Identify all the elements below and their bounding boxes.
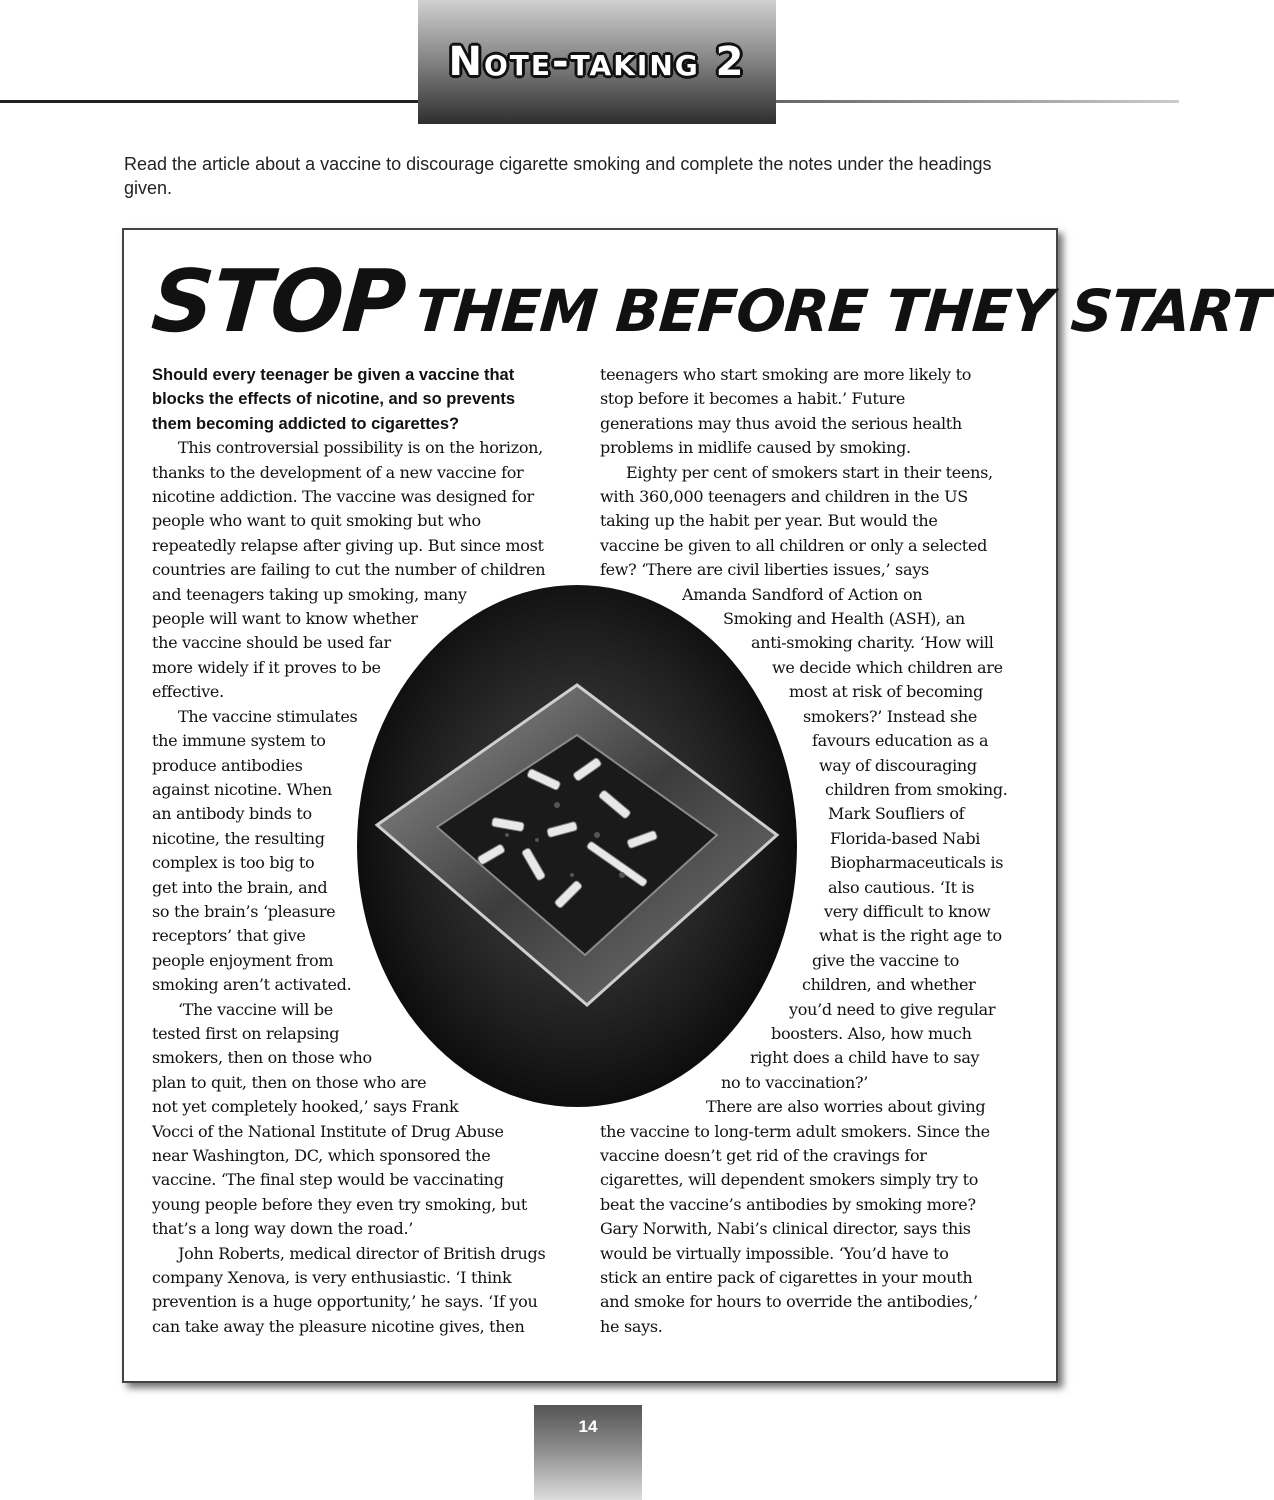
article-text-line: blocks the effects of nicotine, and so prevents	[152, 390, 516, 409]
article-text-line: smoking aren’t activated.	[152, 975, 352, 995]
article-text-line: few? ‘There are civil liberties issues,’ says	[600, 560, 929, 580]
article-text-line: complex is too big to	[152, 853, 315, 873]
article-text-line: near Washington, DC, which sponsored the	[152, 1146, 491, 1165]
article-text-line: vaccine. ‘The final step would be vaccinating	[152, 1170, 504, 1190]
article-text-line: right does a child have to say	[750, 1048, 980, 1068]
article-text-line: can take away the pleasure nicotine gives, then	[152, 1316, 525, 1336]
article-text-line: and teenagers taking up smoking, many	[152, 584, 467, 604]
article-text-line: what is the right age to	[819, 926, 1002, 946]
article-text-line: nicotine, the resulting	[152, 828, 325, 848]
article-text-line: give the vaccine to	[812, 950, 960, 970]
article-text-line: There are also worries about giving	[706, 1097, 986, 1117]
article-text-line: people will want to know whether	[152, 609, 418, 629]
article-text-line: teenagers who start smoking are more likely to	[600, 365, 972, 384]
article-text-line: Florida-based Nabi	[830, 828, 981, 848]
article-text-line: people who want to quit smoking but who	[152, 511, 481, 531]
article-text-line: children, and whether	[802, 975, 976, 995]
article-text-line: young people before they even try smoking, but	[152, 1194, 527, 1214]
article-text-line: way of discouraging	[819, 755, 977, 775]
article-text-line: company Xenova, is very enthusiastic. ‘I think	[152, 1268, 512, 1288]
article-left-column	[152, 363, 572, 1339]
article-text-line: favours education as a	[812, 731, 989, 751]
article-text-line: that’s a long way down the road.’	[152, 1219, 414, 1239]
article-text-line: you’d need to give regular	[789, 999, 996, 1019]
article-text-line: would be virtually impossible. ‘You’d have to	[600, 1243, 949, 1263]
page-number-tab	[534, 1405, 642, 1500]
article-text-line: repeatedly relapse after giving up. But since most	[152, 535, 544, 555]
article-text-line: the immune system to	[152, 731, 326, 751]
article-text-line: he says.	[600, 1316, 663, 1336]
header-rule-right	[775, 100, 1179, 103]
article-headline	[148, 252, 1272, 352]
article-text-line: This controversial possibility is on the horizon,	[178, 438, 543, 458]
article-text-line: no to vaccination?’	[721, 1072, 869, 1092]
article-text-line: the vaccine to long-term adult smokers. Since the	[600, 1121, 990, 1141]
article-text-line: stick an entire pack of cigarettes in your mouth	[600, 1268, 973, 1288]
article-text-line: vaccine be given to all children or only a selected	[600, 535, 988, 555]
article-text-line: produce antibodies	[152, 755, 303, 775]
article-text-line: Vocci of the National Institute of Drug Abuse	[152, 1121, 504, 1141]
article-text-line: children from smoking.	[825, 779, 1008, 799]
article-text-line: Eighty per cent of smokers start in their teens,	[626, 462, 993, 482]
article-text-line: most at risk of becoming	[789, 682, 983, 702]
article-text-line: people enjoyment from	[152, 950, 334, 970]
article-text-line: very difficult to know	[824, 901, 991, 921]
article-text-line: an antibody binds to	[152, 804, 312, 824]
article-text-line: plan to quit, then on those who are	[152, 1072, 427, 1092]
article-text-line: smokers?’ Instead she	[803, 706, 978, 726]
article-text-line: so the brain’s ‘pleasure	[152, 901, 336, 921]
section-title: Note-taking 2	[448, 39, 746, 85]
article-text-line: Biopharmaceuticals is	[830, 853, 1004, 873]
article-text-line: ‘The vaccine will be	[178, 999, 333, 1019]
section-header-tab	[418, 0, 776, 124]
article-text-line: boosters. Also, how much	[771, 1023, 972, 1043]
article-text-line: The vaccine stimulates	[178, 706, 358, 726]
article-text-line: Gary Norwith, Nabi’s clinical director, says this	[600, 1219, 971, 1239]
article-right-column	[600, 363, 1020, 1339]
header-rule-left	[0, 100, 420, 103]
article-text-line: beat the vaccine’s antibodies by smoking more?	[600, 1194, 976, 1214]
article-text-line: smokers, then on those who	[152, 1048, 372, 1068]
article-text-line: more widely if it proves to be	[152, 657, 381, 677]
article-text-line: receptors’ that give	[152, 926, 306, 946]
article-text-line: cigarettes, will dependent smokers simply try to	[600, 1170, 979, 1190]
article-text-line: effective.	[152, 682, 224, 702]
article-text-line: taking up the habit per year. But would the	[600, 511, 938, 531]
article-text-line: get into the brain, and	[152, 877, 328, 897]
article-text-line: nicotine addiction. The vaccine was designed for	[152, 487, 534, 507]
instructions-text: Read the article about a vaccine to discourage cigarette smoking and complete the notes under the headings given.	[124, 154, 992, 198]
article-text-line: countries are failing to cut the number of children	[152, 560, 546, 580]
headline-rest: THEM BEFORE THEY START	[412, 277, 1272, 345]
article-text-line: against nicotine. When	[152, 779, 332, 799]
article-text-line: Smoking and Health (ASH), an	[723, 609, 965, 629]
article-text-line: problems in midlife caused by smoking.	[600, 438, 911, 458]
page-number: 14	[578, 1417, 598, 1436]
article-text-line: Amanda Sandford of Action on	[682, 584, 923, 604]
article-text-line: the vaccine should be used far	[152, 633, 391, 653]
article-text-line: Should every teenager be given a vaccine that	[152, 366, 515, 384]
article-text-line: we decide which children are	[772, 657, 1003, 677]
article-box	[122, 228, 1272, 1383]
headline-stop: STOP	[148, 252, 409, 352]
article-text-line: stop before it becomes a habit.’ Future	[600, 389, 906, 409]
article-text-line: generations may thus avoid the serious health	[600, 413, 962, 433]
article-text-line: Mark Soufliers of	[828, 804, 965, 824]
article-text-line: them becoming addicted to cigarettes?	[152, 414, 460, 433]
article-text-line: vaccine doesn’t get rid of the cravings for	[600, 1146, 927, 1165]
article-text-line: not yet completely hooked,’ says Frank	[152, 1097, 459, 1117]
article-text-line: tested first on relapsing	[152, 1023, 340, 1043]
article-text-line: anti-smoking charity. ‘How will	[751, 633, 994, 653]
article-text-line: John Roberts, medical director of British drugs	[178, 1243, 546, 1263]
article-text-line: and smoke for hours to override the antibodies,’	[600, 1292, 978, 1312]
article-text-line: also cautious. ‘It is	[828, 877, 975, 897]
article-text-line: prevention is a huge opportunity,’ he says. ‘If you	[152, 1292, 538, 1312]
article-text-line: with 360,000 teenagers and children in the US	[600, 487, 968, 507]
article-text-line: thanks to the development of a new vaccine for	[152, 462, 524, 482]
